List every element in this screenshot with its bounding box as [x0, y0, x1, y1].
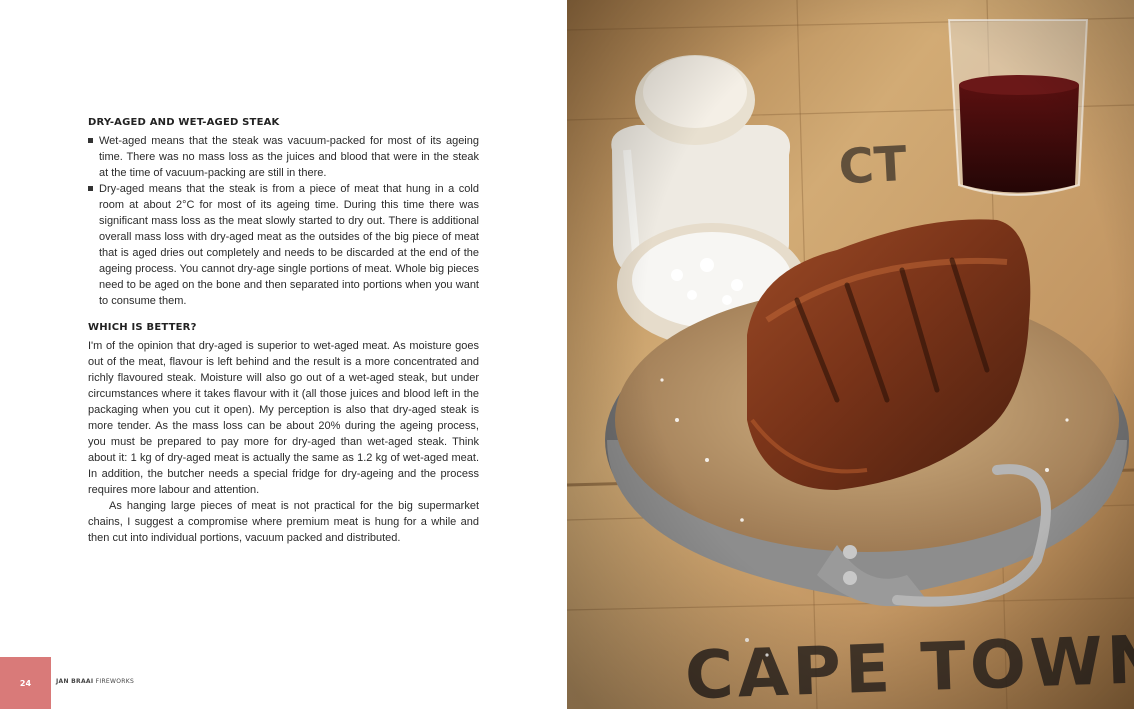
- bullet-dry-aged: Dry-aged means that the steak is from a piece of meat that hung in a cold room at about 2°C for most of its ageing time. During this time there was significant mass loss as the meat slowly started to dry out. There is additional overall mass loss with dry-aged meat as the outsides of the big piece of meat that is aged dries out completely and needs to be discarded at the end of the ageing process. You cannot dry-age single portions of meat. Whole big pieces need to be aged on the bone and then separated into portions when you want to consume them.: [88, 181, 479, 309]
- section-heading-which-better: WHICH IS BETTER?: [88, 322, 197, 333]
- steak-photo: [567, 0, 1134, 709]
- paragraph-opinion: I'm of the opinion that dry-aged is superior to wet-aged meat. As moisture goes out of the meat, flavour is left behind and the result is a more concentrated and richly flavoured steak. Moisture will also go out of a wet-aged steak, but under circumstances where it takes flavour with it (all those juices and blood left in the packaging when you cut it open). My perception is also that dry-aged steak is more tender. As the mass loss can be about 20% during the ageing process, you must be prepared to pay more for dry-aged than wet-aged steak. Think about it: 1 kg of dry-aged meat is actually the same as 1.2 kg of wet-aged meat. In addition, the butcher needs a special fridge for dry-ageing and the process requires more labour and attention.: [88, 340, 479, 496]
- footer-author: JAN BRAAI: [56, 678, 94, 685]
- photo-vignette: [567, 0, 1134, 709]
- article-body: [88, 116, 479, 546]
- footer-book-title: FIREWORKS: [95, 678, 135, 685]
- bullet-list: [88, 133, 479, 309]
- page-number: 24: [19, 678, 32, 688]
- steak-photo-illustration: [567, 0, 1134, 709]
- running-footer: [56, 678, 134, 685]
- bullet-wet-aged: Wet-aged means that the steak was vacuum-packed for most of its ageing time. There was no mass loss as the juices and blood that were in the steak at the time of vacuum-packing are still in there.: [88, 133, 479, 181]
- page-number-tab: [0, 657, 51, 709]
- section-heading-dry-wet: DRY-AGED AND WET-AGED STEAK: [88, 117, 280, 128]
- paragraph-compromise: As hanging large pieces of meat is not practical for the big supermarket chains, I suggest a compromise where premium meat is hung for a while and then cut into individual portions, vacuum packed and distributed.: [88, 500, 479, 544]
